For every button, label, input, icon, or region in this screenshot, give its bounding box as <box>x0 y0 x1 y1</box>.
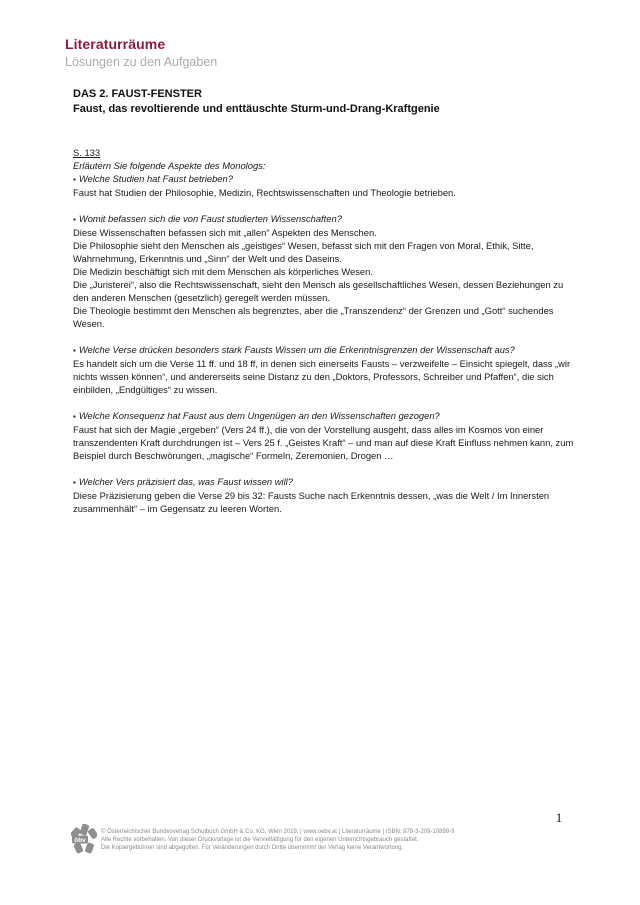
qa-block <box>73 212 581 330</box>
oebv-logo-icon <box>71 824 97 854</box>
answer-line: Faust hat sich der Magie „ergeben“ (Vers 24 ff.), die von der Vorstellung ausgeht, dass alles im Kosmos von einer transzendenten Kraft durchdrungen ist – Vers 25 f. „Geistes Kraft“ – und man auf diese Kraft Einfluss nehmen kann, zum Beispiel durch Beschwörungen, „magische“ Formeln, Zeremonien, Drogen … <box>73 424 574 461</box>
question-line <box>73 212 581 226</box>
qa-list <box>73 172 581 515</box>
footer-imprint-line: © Österreichischer Bundesverlag Schulbuch GmbH & Co. KG, Wien 2019. | www.oebv.at | Literaturräume | ISBN: 978-3-209-10899-9 <box>101 829 455 835</box>
answer-line: Die Philosophie sieht den Menschen als „geistiges“ Wesen, befasst sich mit den Fragen von Moral, Ethik, Sitte, Wahrnehmung, Erkenntnis und „Sinn“ der Welt und des Daseins. <box>73 240 534 264</box>
intro-instruction: Erläutern Sie folgende Aspekte des Monologs: <box>73 160 266 171</box>
answer-line: Diese Präzisierung geben die Verse 29 bis 32: Fausts Suche nach Erkenntnis dessen, „was die Welt / Im Innersten zusammenhält“ – im Gegensatz zu leeren Worten. <box>73 490 550 514</box>
question-line <box>73 343 581 357</box>
answer-line: Faust hat Studien der Philosophie, Medizin, Rechtswissenschaften und Theologie betrieben. <box>73 187 456 198</box>
qa-block <box>73 409 581 462</box>
qa-block <box>73 343 581 396</box>
answer-line: Die Medizin beschäftigt sich mit dem Menschen als körperliches Wesen. <box>73 266 373 277</box>
qa-block <box>73 475 581 515</box>
question-text: Welche Studien hat Faust betrieben? <box>78 173 233 184</box>
square-bullet-icon: ▪ <box>73 411 76 421</box>
footer-imprint-line: Alle Rechte vorbehalten. Von dieser Druckvorlage ist die Vervielfältigung für den eigenen Unterrichtsgebrauch gestattet. <box>101 837 419 843</box>
oebv-logo-text: öbv <box>74 836 86 844</box>
page-number: 1 <box>555 810 563 825</box>
footer-imprint-line: Die Kopiergebühren sind abgegolten. Für Veränderungen durch Dritte übernimmt der Verlag keine Verantwortung. <box>101 845 404 851</box>
content-area <box>73 146 581 515</box>
answer-line: Die „Juristerei“, also die Rechtswissenschaft, sieht den Mensch als gesellschaftliches Wesen, dessen Beziehungen zu den anderen Menschen (gesetzlich) geregelt werden müssen. <box>73 279 564 303</box>
answer-line: Diese Wissenschaften befassen sich mit „allen“ Aspekten des Menschen. <box>73 227 377 238</box>
brand-title: Literaturräume <box>65 36 166 52</box>
answer <box>73 186 581 199</box>
answer-line: Es handelt sich um die Verse 11 ff. und 18 ff, in denen sich einerseits Fausts – verzweifelte – Einsicht spiegelt, dass „wir nichts wissen können“, und andererseits seine Distanz zu den „Doktors, Professors, Schreiber und Pfaffen“, die sich einbilden, „Endgültiges“ zu wissen. <box>73 358 571 395</box>
question-line <box>73 475 581 489</box>
question-text: Welche Verse drücken besonders stark Fausts Wissen um die Erkenntnisgrenzen der Wissenschaft aus? <box>78 344 515 355</box>
footer-imprint <box>101 828 501 852</box>
chapter-title-line2: Faust, das revoltierende und enttäuschte Sturm-und-Drang-Kraftgenie <box>73 103 440 115</box>
answer <box>73 226 581 330</box>
question-text: Welche Konsequenz hat Faust aus dem Ungenügen an den Wissenschaften gezogen? <box>78 410 440 421</box>
answer <box>73 357 581 396</box>
brand-subtitle: Lösungen zu den Aufgaben <box>65 55 218 69</box>
square-bullet-icon: ▪ <box>73 174 76 184</box>
chapter-title-block <box>73 87 440 117</box>
square-bullet-icon: ▪ <box>73 345 76 355</box>
chapter-title-line1: DAS 2. FAUST-FENSTER <box>73 88 202 100</box>
question-line <box>73 409 581 423</box>
question-text: Welcher Vers präzisiert das, was Faust wissen will? <box>78 476 293 487</box>
square-bullet-icon: ▪ <box>73 214 76 224</box>
page-reference: S. 133 <box>73 147 101 158</box>
answer <box>73 423 581 462</box>
answer-line: Die Theologie bestimmt den Menschen als begrenztes, aber die „Transzendenz“ der Grenzen und „Gott“ suchendes Wesen. <box>73 305 554 329</box>
answer <box>73 489 581 515</box>
question-line <box>73 172 581 186</box>
question-text: Womit befassen sich die von Faust studierten Wissenschaften? <box>78 213 342 224</box>
square-bullet-icon: ▪ <box>73 477 76 487</box>
qa-block <box>73 172 581 199</box>
doc-header <box>65 36 217 69</box>
